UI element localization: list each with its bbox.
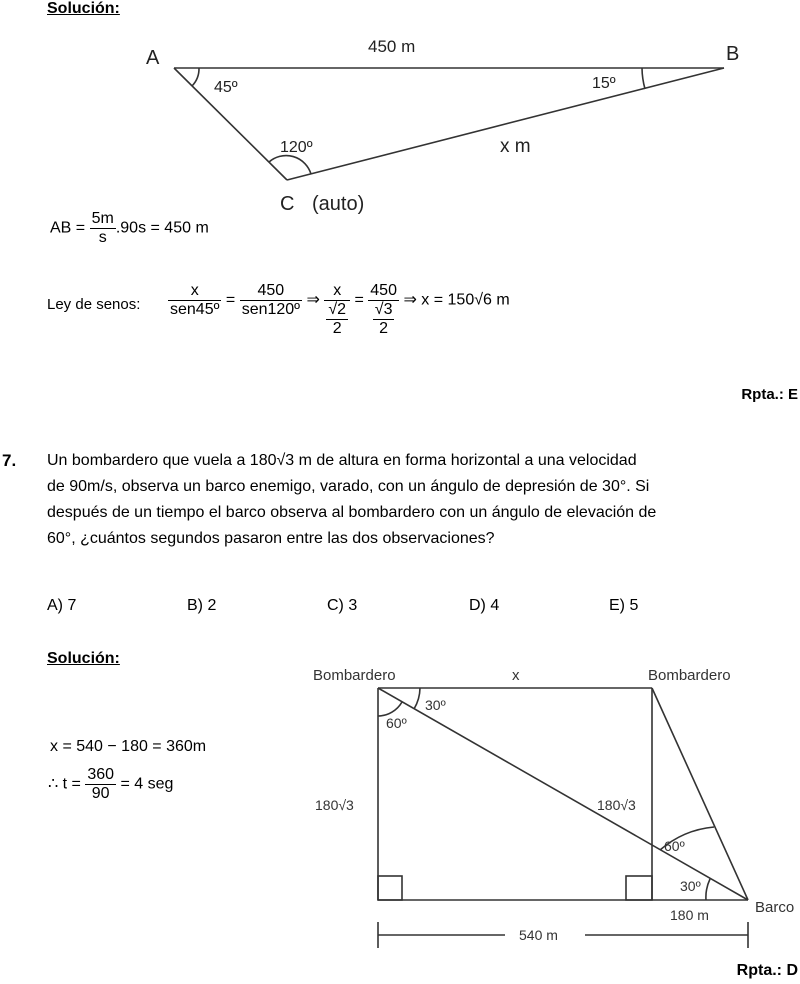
equation-x: x = 540 − 180 = 360m (50, 738, 207, 755)
angle-c-arc (269, 156, 311, 174)
equation-ab-lhs: AB = (50, 219, 86, 237)
right-angle-right (626, 876, 652, 900)
problem-line-4: 60°, ¿cuántos segundos pasaron entre las dos observaciones? (47, 530, 495, 547)
equation-ab (50, 210, 209, 247)
law-f4-num: 450 (370, 282, 397, 299)
label-540m: 540 m (519, 927, 558, 943)
angle-60-bottom-label: 60º (664, 838, 685, 854)
solution-heading-2: Solución: (47, 650, 120, 667)
angle-60-top-arc (378, 702, 402, 716)
vertex-c-label: C (280, 193, 295, 215)
solution-heading-1: Solución: (47, 0, 120, 17)
law-f4-den-num: √3 (374, 301, 393, 318)
problem-line-1: Un bombardero que vuela a 180√3 m de altura en forma horizontal a una velocidad (47, 452, 637, 469)
option-e: E) 5 (609, 597, 639, 614)
equation-t-num: 360 (87, 766, 115, 783)
triangle-diagram (0, 0, 800, 230)
option-a: A) 7 (47, 597, 77, 614)
law-f4-den-den: 2 (379, 320, 389, 337)
law-f2-num: 450 (240, 282, 302, 301)
vertex-c-note: (auto) (312, 193, 365, 215)
equation-t-lhs: ∴ t = (48, 775, 81, 793)
equation-ab-den: s (98, 229, 107, 246)
answer-1: Rpta.: E (741, 386, 798, 403)
side-cb-line (287, 68, 724, 180)
barco-label: Barco (755, 899, 795, 916)
law-f1-den: sen45º (170, 301, 220, 318)
law-f3-den-den: 2 (332, 320, 342, 337)
angle-a-label: 45º (214, 79, 238, 96)
angle-c-label: 120º (280, 139, 313, 156)
angle-b-label: 15º (592, 75, 616, 92)
angle-a-arc (192, 68, 199, 86)
problem-line-2: de 90m/s, observa un barco enemigo, varado, con un ángulo de depresión de 30°. Si (47, 478, 650, 495)
vertex-a-label: A (146, 47, 160, 69)
angle-30-top-label: 30º (425, 697, 446, 713)
side-ab-label: 450 m (368, 37, 416, 56)
answer-2: Rpta.: D (736, 962, 798, 979)
angle-30-bottom-label: 30º (680, 878, 701, 894)
problem-number: 7. (2, 451, 17, 470)
bomber-left-label: Bombardero (313, 667, 396, 684)
problem-statement (47, 448, 797, 552)
problem-line-3: después de un tiempo el barco observa al bombardero con un ángulo de elevación de (47, 504, 657, 521)
height-right-label: 180√3 (597, 797, 636, 813)
equation-ab-rhs: .90s = 450 m (115, 219, 209, 237)
law-of-sines-label: Ley de senos: (47, 296, 141, 313)
law-implies1: ⇒ (306, 291, 320, 309)
bomber-diagram (0, 650, 800, 960)
law-f3-den-num: √2 (328, 301, 347, 318)
law-result: x = 150√6 m (421, 291, 510, 309)
law-f2-den: sen120º (241, 301, 301, 318)
height-left-label: 180√3 (315, 797, 354, 813)
equation-ab-fraction (90, 210, 116, 247)
angle-b-arc (642, 68, 645, 89)
label-180m: 180 m (670, 907, 709, 923)
equation-ab-num: 5m (91, 210, 114, 227)
option-c: C) 3 (327, 597, 358, 614)
angle-30-top-arc (414, 688, 420, 709)
angle-30-bottom-arc (706, 879, 710, 900)
option-b: B) 2 (187, 597, 217, 614)
law-eq2: = (354, 291, 364, 309)
vertex-b-label: B (726, 43, 740, 65)
bomber-right-label: Bombardero (648, 667, 731, 684)
equation-t-rhs: = 4 seg (120, 775, 174, 793)
law-of-sines-equation (168, 282, 510, 338)
law-eq1: = (225, 291, 236, 309)
law-implies2: ⇒ (403, 291, 417, 309)
equation-t-den: 90 (91, 785, 110, 802)
right-angle-left (378, 876, 402, 900)
line-of-sight-1 (378, 688, 748, 900)
angle-60-top-label: 60º (386, 715, 407, 731)
law-f1-num: x (168, 282, 221, 301)
option-d: D) 4 (469, 597, 500, 614)
line-of-sight-2 (652, 688, 748, 900)
law-f3-num: x (324, 282, 350, 301)
side-bc-label: x m (500, 136, 531, 157)
label-x: x (512, 667, 520, 684)
